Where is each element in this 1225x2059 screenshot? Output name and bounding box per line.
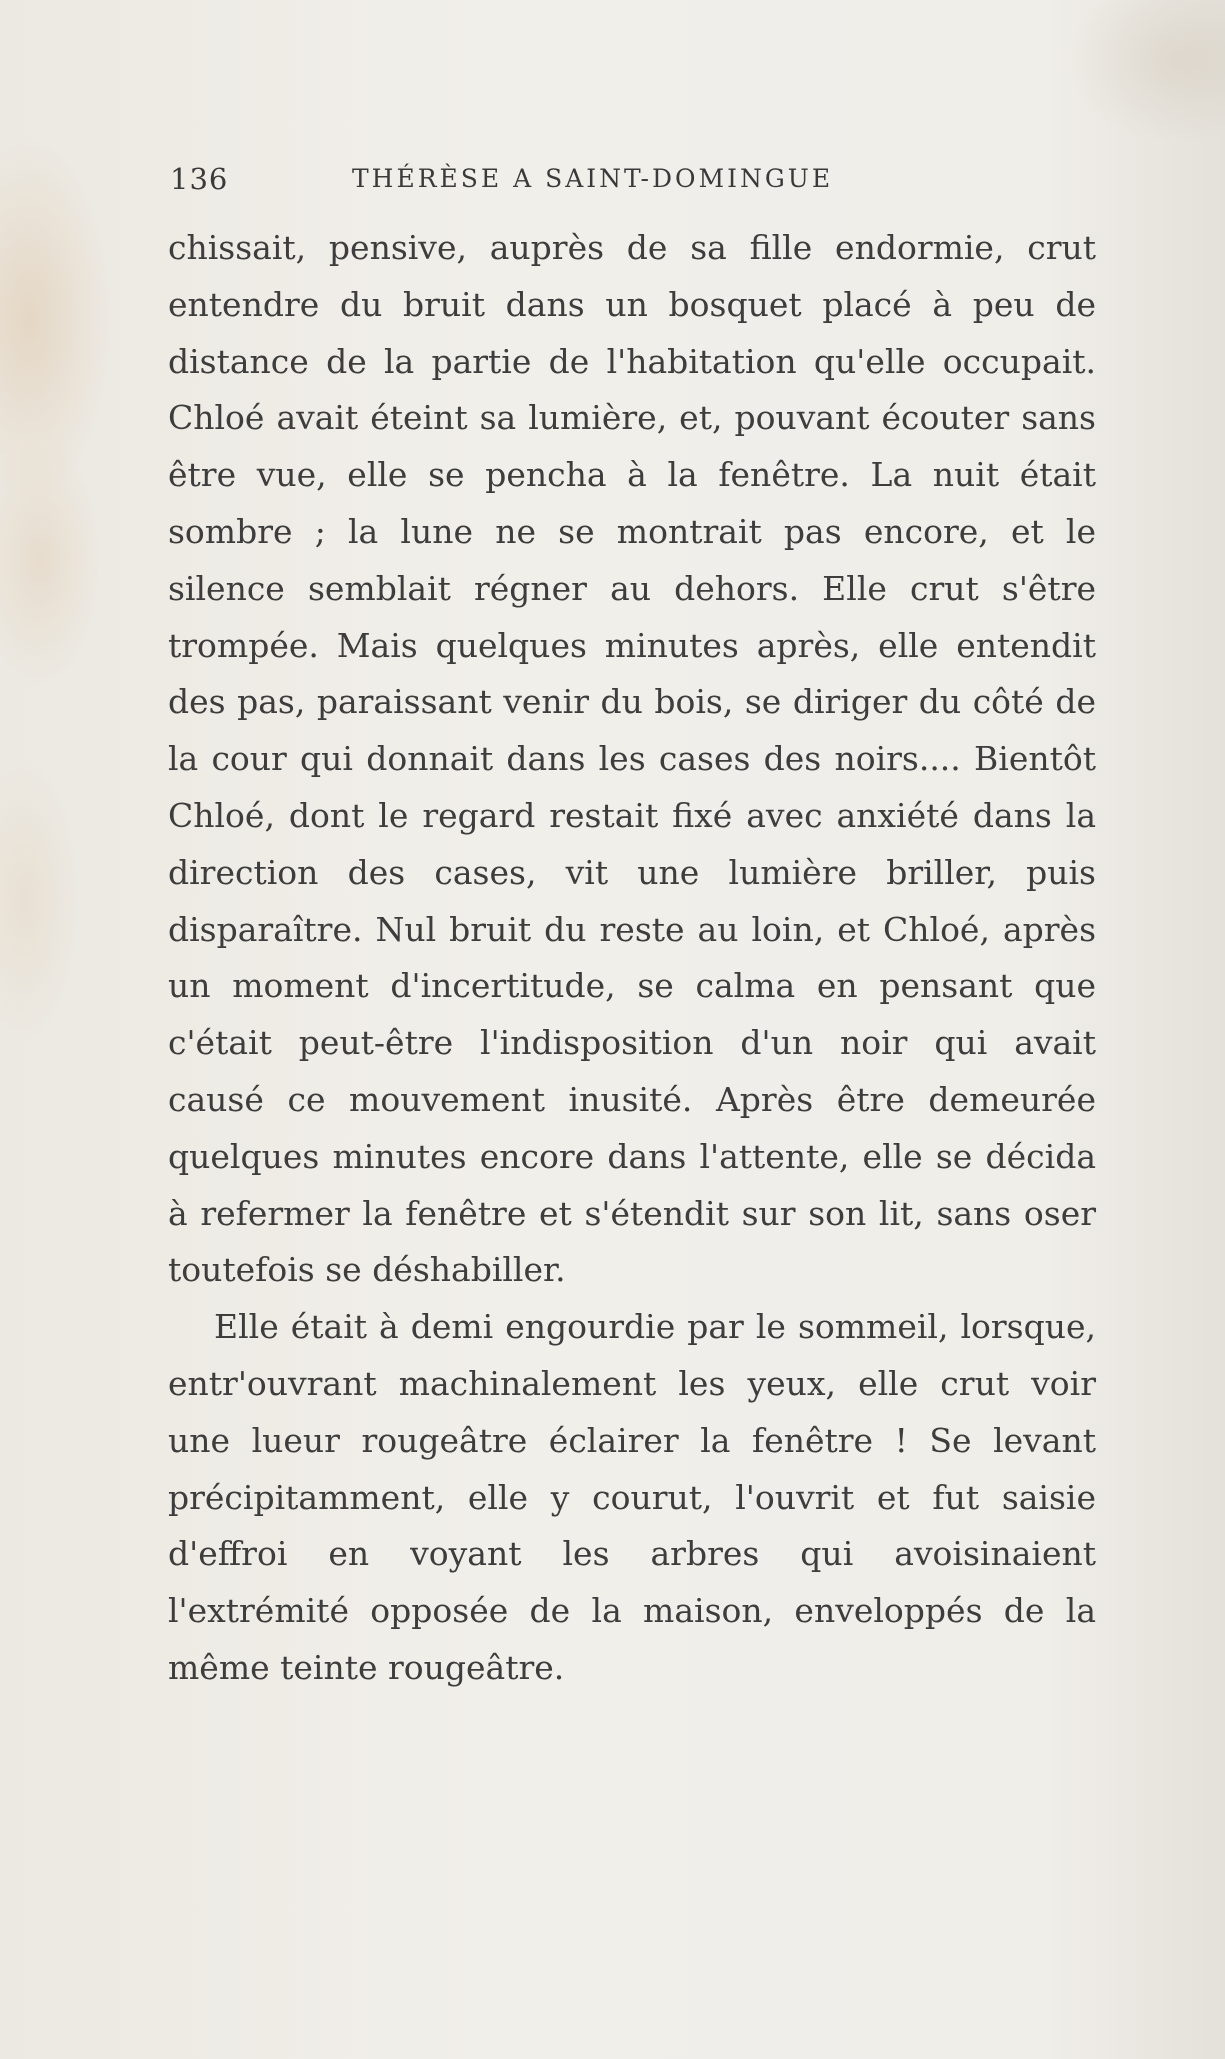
page-number: 136 (170, 162, 229, 196)
paragraph: Elle était à demi engourdie par le sommeil, lorsque, entr'ouvrant machinalement les yeux, elle crut voir une lueur rougeâtre éclairer la fenêtre ! Se levant précipitamment, elle y courut, l'ouvrit et fut saisie d'effroi en voyant les arbres qui avoisinaient l'extrémité opposée de la maison, enveloppés de la même teinte rougeâtre. (168, 1307, 1096, 1687)
paragraph-continued: chissait, pensive, auprès de sa fille endormie, crut entendre du bruit dans un bosquet placé à peu de distance de la partie de l'habitation qu'elle occupait. Chloé avait éteint sa lumière, et, pouvant écouter sans être vue, elle se pencha à la fenêtre. La nuit était sombre ; la lune ne se montrait pas encore, et le silence semblait régner au dehors. Elle crut s'être trompée. Mais quelques minutes après, elle entendit des pas, paraissant venir du bois, se diriger du côté de la cour qui donnait dans les cases des noirs.... Bientôt Chloé, dont le regard restait fixé avec anxiété dans la direction des cases, vit une lumière briller, puis disparaître. Nul bruit du reste au loin, et Chloé, après un moment d'incertitude, se calma en pensant que c'était peut-être l'indisposition d'un noir qui avait causé ce mouvement inusité. Après être demeurée quelques minutes encore dans l'attente, elle se décida à refermer la fenêtre et s'étendit sur son lit, sans oser toutefois se déshabiller. (168, 228, 1096, 1290)
body-text (168, 220, 1096, 1697)
running-title: THÉRÈSE A SAINT-DOMINGUE (352, 164, 834, 193)
page-header (170, 162, 1100, 202)
